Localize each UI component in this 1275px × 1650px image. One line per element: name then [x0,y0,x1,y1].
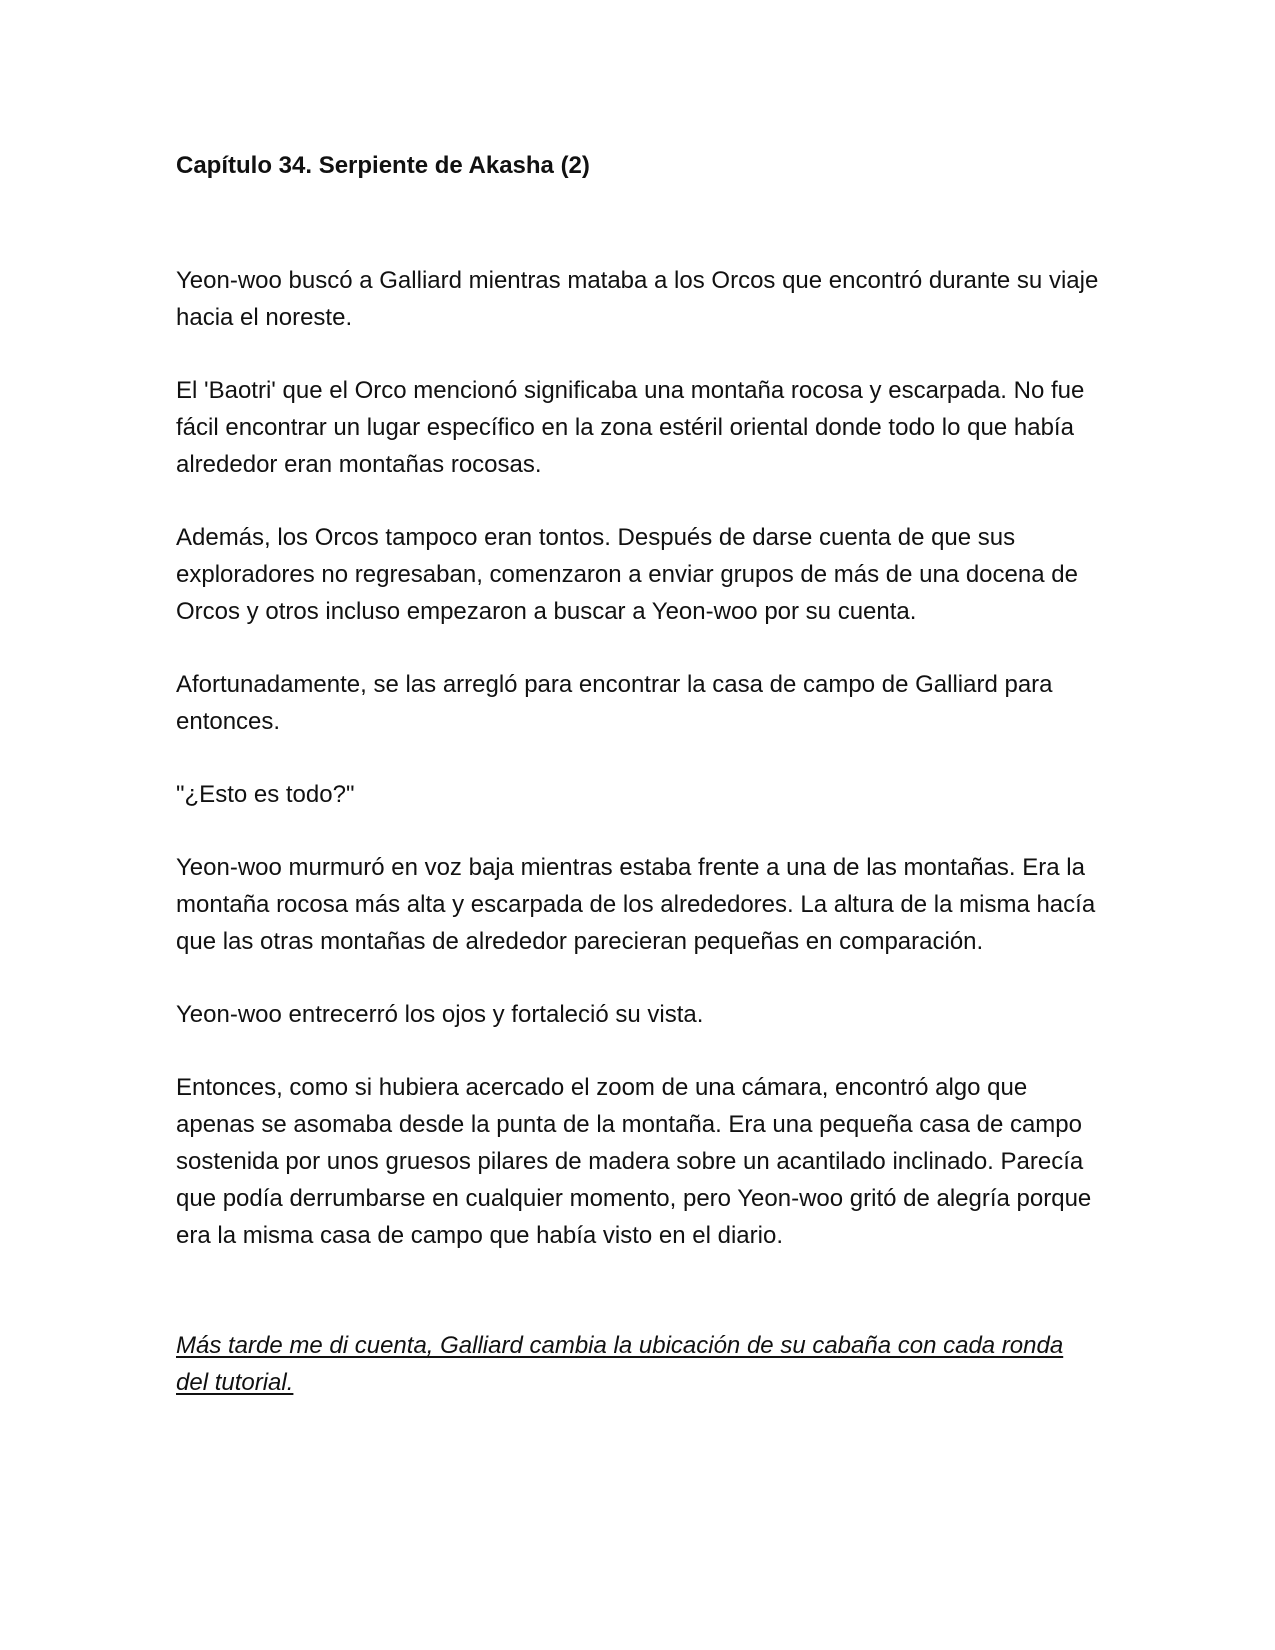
paragraph: Además, los Orcos tampoco eran tontos. Después de darse cuenta de que sus exploradores no regresaban, comenzaron a enviar grupos de más de una docena de Orcos y otros incluso empezaron a buscar a Yeon-woo por su cuenta. [176,524,1078,625]
dialogue-line: "¿Esto es todo?" [176,781,355,808]
paragraph: Entonces, como si hubiera acercado el zoom de una cámara, encontró algo que apenas se asomaba desde la punta de la montaña. Era una pequeña casa de campo sostenida por unos gruesos pilares de madera sobre un acantilado inclinado. Parecía que podía derrumbarse en cualquier momento, pero Yeon-woo gritó de alegría porque era la misma casa de campo que había visto en el diario. [176,1074,1092,1249]
paragraph: El 'Baotri' que el Orco mencionó significaba una montaña rocosa y escarpada. No fue fácil encontrar un lugar específico en la zona estéril oriental donde todo lo que había alrededor eran montañas rocosas. [176,377,1085,478]
paragraph: Afortunadamente, se las arregló para encontrar la casa de campo de Galliard para entonces. [176,671,1053,735]
translator-note: Más tarde me di cuenta, Galliard cambia la ubicación de su cabaña con cada ronda del tutorial. [176,1332,1064,1396]
document-content [176,148,1101,1401]
paragraph: Yeon-woo entrecerró los ojos y fortaleció su vista. [176,1001,704,1028]
chapter-title: Capítulo 34. Serpiente de Akasha (2) [176,152,590,179]
paragraph: Yeon-woo murmuró en voz baja mientras estaba frente a una de las montañas. Era la montaña rocosa más alta y escarpada de los alrededores. La altura de la misma hacía que las otras montañas de alrededor parecieran pequeñas en comparación. [176,854,1096,955]
paragraph: Yeon-woo buscó a Galliard mientras mataba a los Orcos que encontró durante su viaje hacia el noreste. [176,267,1099,331]
